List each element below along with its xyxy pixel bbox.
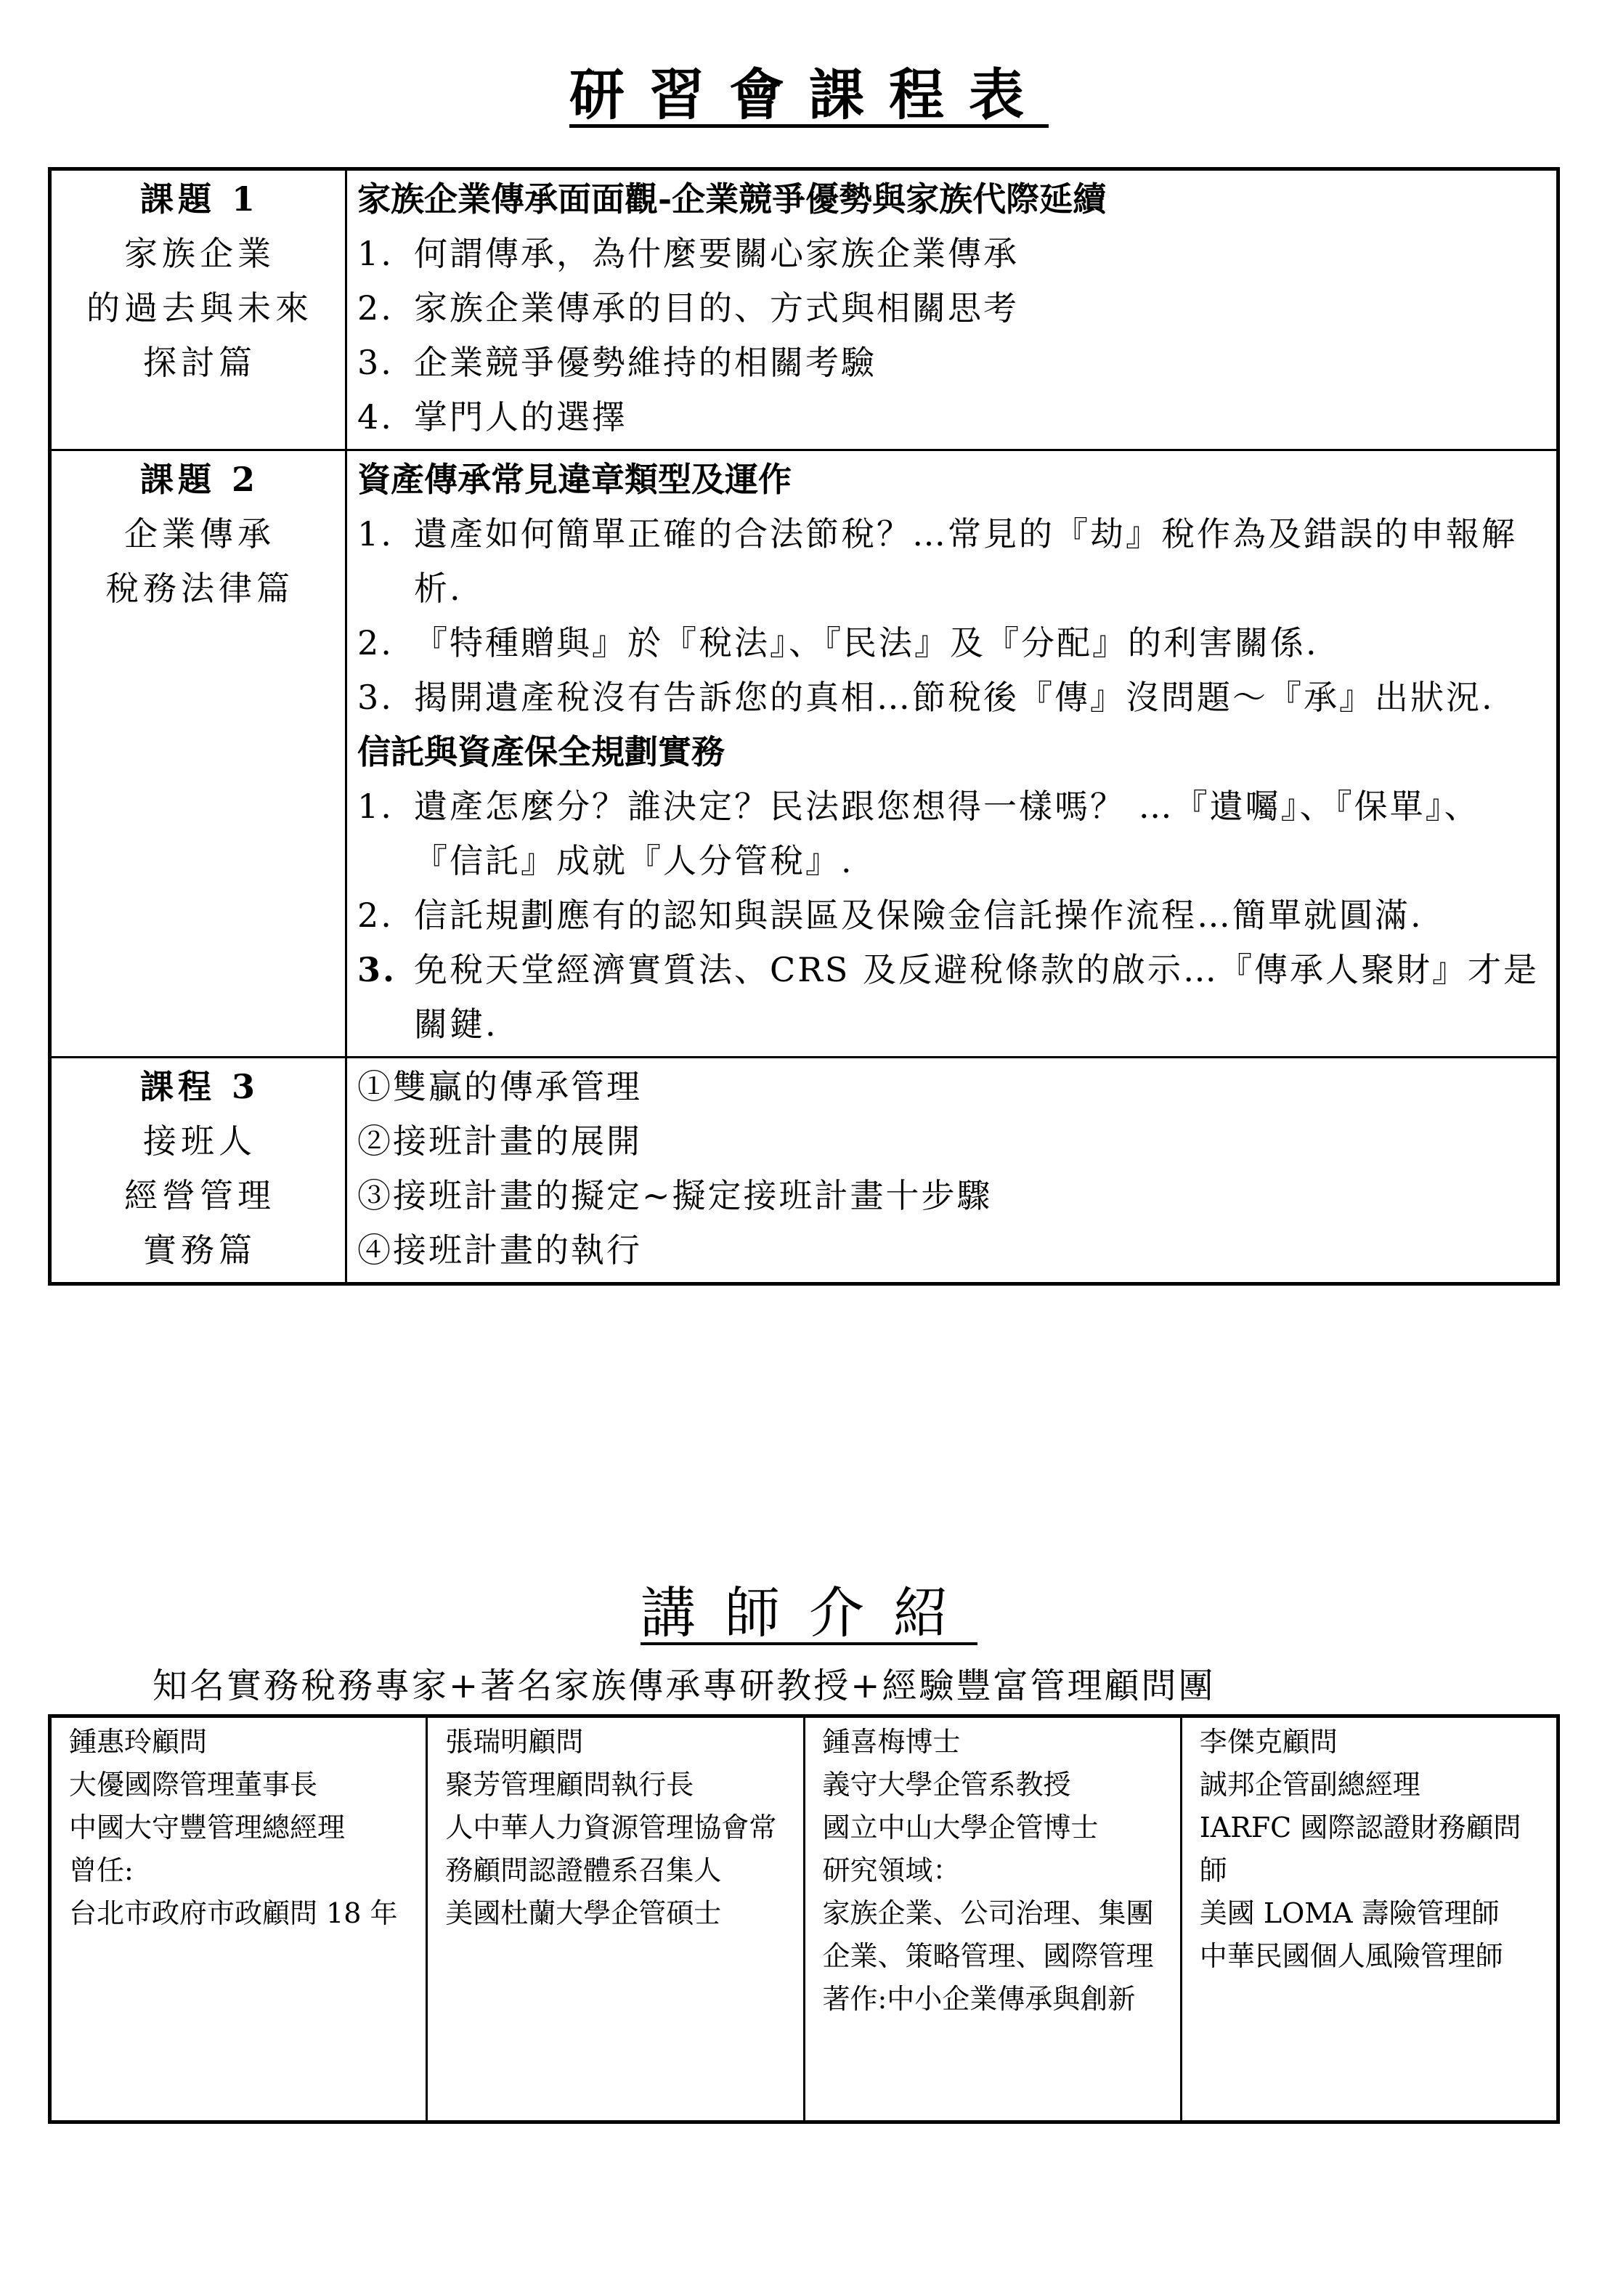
session-label-1	[50, 169, 346, 450]
item-number: 3.	[357, 678, 394, 717]
item-number: 3.	[357, 950, 397, 989]
item-text: 企業競爭優勢維持的相關考驗	[414, 343, 877, 382]
session-label-line: 實務篇	[143, 1230, 256, 1270]
lecturers-intro: 知名實務稅務專家+著名家族傳承專研教授+經驗豐富管理顧問團	[153, 1666, 1216, 1706]
session-label-line: 企業傳承	[124, 514, 275, 553]
session-label-line: 經營管理	[124, 1176, 275, 1215]
session-row-2	[50, 450, 1558, 1058]
lecturer-detail: 曾任:	[69, 1854, 134, 1886]
item-text: 遺產如何簡單正確的合法節稅？…常見的『劫』稅作為及錯誤的申報解析.	[414, 514, 1517, 608]
lecturer-detail: 著作:中小企業傳承與創新	[822, 1983, 1136, 2015]
session-number: 課程 3	[139, 1067, 260, 1106]
lecturer-detail: 台北市政府市政顧問 18 年	[69, 1897, 398, 1929]
lecturer-detail: 義守大學企管系教授	[822, 1769, 1071, 1801]
step-item: ①雙贏的傳承管理	[357, 1067, 642, 1106]
item-text: 何謂傳承，為什麼要關心家族企業傳承	[414, 234, 1019, 273]
item-number: 2.	[357, 896, 394, 935]
item-text: 免稅天堂經濟實質法、CRS 及反避稅條款的啟示…『傳承人聚財』才是關鍵.	[414, 950, 1539, 1044]
lecturer-detail: 人中華人力資源管理協會常務顧問認證體系召集人	[445, 1812, 777, 1886]
item-text: 『特種贈與』於『稅法』、『民法』及『分配』的利害關係.	[414, 623, 1319, 662]
step-item: ②接班計畫的展開	[357, 1121, 642, 1161]
section-heading: 資產傳承常見違章類型及運作	[357, 460, 792, 499]
lecturer-detail: 美國杜蘭大學企管碩士	[445, 1897, 722, 1929]
item-number: 1.	[357, 234, 394, 273]
item-text: 遺產怎麼分？誰決定？民法跟您想得一樣嗎？ …『遺囑』、『保單』、 『信託』成就『人分管稅』.	[414, 787, 1480, 880]
session-label-line: 家族企業	[124, 234, 275, 273]
lecturer-detail: 中國大守豐管理總經理	[69, 1812, 346, 1843]
item-text: 信託規劃應有的認知與誤區及保險金信託操作流程…簡單就圓滿.	[414, 896, 1423, 935]
item-number: 2.	[357, 288, 394, 328]
schedule-title: 研習會課程表	[569, 62, 1049, 127]
session-label-line: 接班人	[143, 1121, 256, 1161]
course-table	[48, 167, 1560, 1286]
item-text: 掌門人的選擇	[414, 397, 627, 437]
lecturer-name: 李傑克顧問	[1199, 1726, 1338, 1758]
item-number: 4.	[357, 397, 394, 437]
list-item	[357, 616, 1549, 670]
lecturer-detail: 中華民國個人風險管理師	[1199, 1940, 1503, 1972]
step-item: ④接班計畫的執行	[357, 1230, 642, 1270]
lecturer-detail: 研究領域：	[822, 1854, 961, 1886]
lecturer-detail: 國立中山大學企管博士	[822, 1812, 1099, 1843]
session-row-1	[50, 169, 1558, 450]
section-heading: 家族企業傳承面面觀-企業競爭優勢與家族代際延續	[357, 179, 1107, 219]
session-label-line: 的過去與未來	[86, 288, 313, 328]
lecturer-detail: 家族企業、公司治理、集團企業、策略管理、國際管理	[822, 1897, 1154, 1972]
item-number: 3.	[357, 343, 394, 382]
lecturer-name: 鍾喜梅博士	[822, 1726, 961, 1758]
item-text: 家族企業傳承的目的、方式與相關思考	[414, 288, 1019, 328]
item-text: 揭開遺產稅沒有告訴您的真相…節稅後『傳』沒問題～『承』出狀況.	[414, 678, 1495, 717]
item-number: 2.	[357, 623, 394, 662]
session-label-line: 探討篇	[143, 343, 256, 382]
list-item	[357, 779, 1549, 888]
session-row-3	[50, 1058, 1558, 1284]
lecturers-title: 講師介紹	[641, 1581, 977, 1645]
lecturer-cell-1	[50, 1716, 427, 2122]
item-number: 1.	[357, 787, 394, 826]
list-item	[357, 888, 1549, 943]
session-content-3	[346, 1058, 1558, 1284]
session-label-2	[50, 450, 346, 1058]
session-content-2	[346, 450, 1558, 1058]
lecturer-detail: 大優國際管理董事長	[69, 1769, 318, 1801]
session-label-line: 稅務法律篇	[105, 569, 294, 608]
lecturer-detail: 聚芳管理顧問執行長	[445, 1769, 694, 1801]
list-item	[357, 943, 1549, 1052]
lecturer-detail: IARFC 國際認證財務顧問師	[1199, 1812, 1521, 1886]
lecturer-cell-4	[1181, 1716, 1558, 2122]
section-heading: 信託與資產保全規劃實務	[357, 732, 725, 771]
lecturer-row	[50, 1716, 1558, 2122]
step-item: ③接班計畫的擬定~擬定接班計畫十步驟	[357, 1176, 993, 1215]
list-item	[357, 507, 1549, 616]
lecturer-cell-3	[804, 1716, 1181, 2122]
session-number: 課題 2	[139, 460, 260, 499]
lecturer-detail: 美國 LOMA 壽險管理師	[1199, 1897, 1500, 1929]
session-label-3	[50, 1058, 346, 1284]
session-content-1	[346, 169, 1558, 450]
list-item	[357, 227, 1549, 281]
list-item	[357, 281, 1549, 336]
lecturer-detail: 誠邦企管副總經理	[1199, 1769, 1420, 1801]
lecturer-table	[48, 1714, 1560, 2124]
list-item	[357, 336, 1549, 390]
list-item	[357, 670, 1549, 725]
lecturer-cell-2	[427, 1716, 804, 2122]
session-number: 課題 1	[139, 179, 260, 219]
list-item	[357, 390, 1549, 445]
item-number: 1.	[357, 514, 394, 553]
lecturer-name: 鍾惠玲顧問	[69, 1726, 208, 1758]
lecturer-name: 張瑞明顧問	[445, 1726, 584, 1758]
